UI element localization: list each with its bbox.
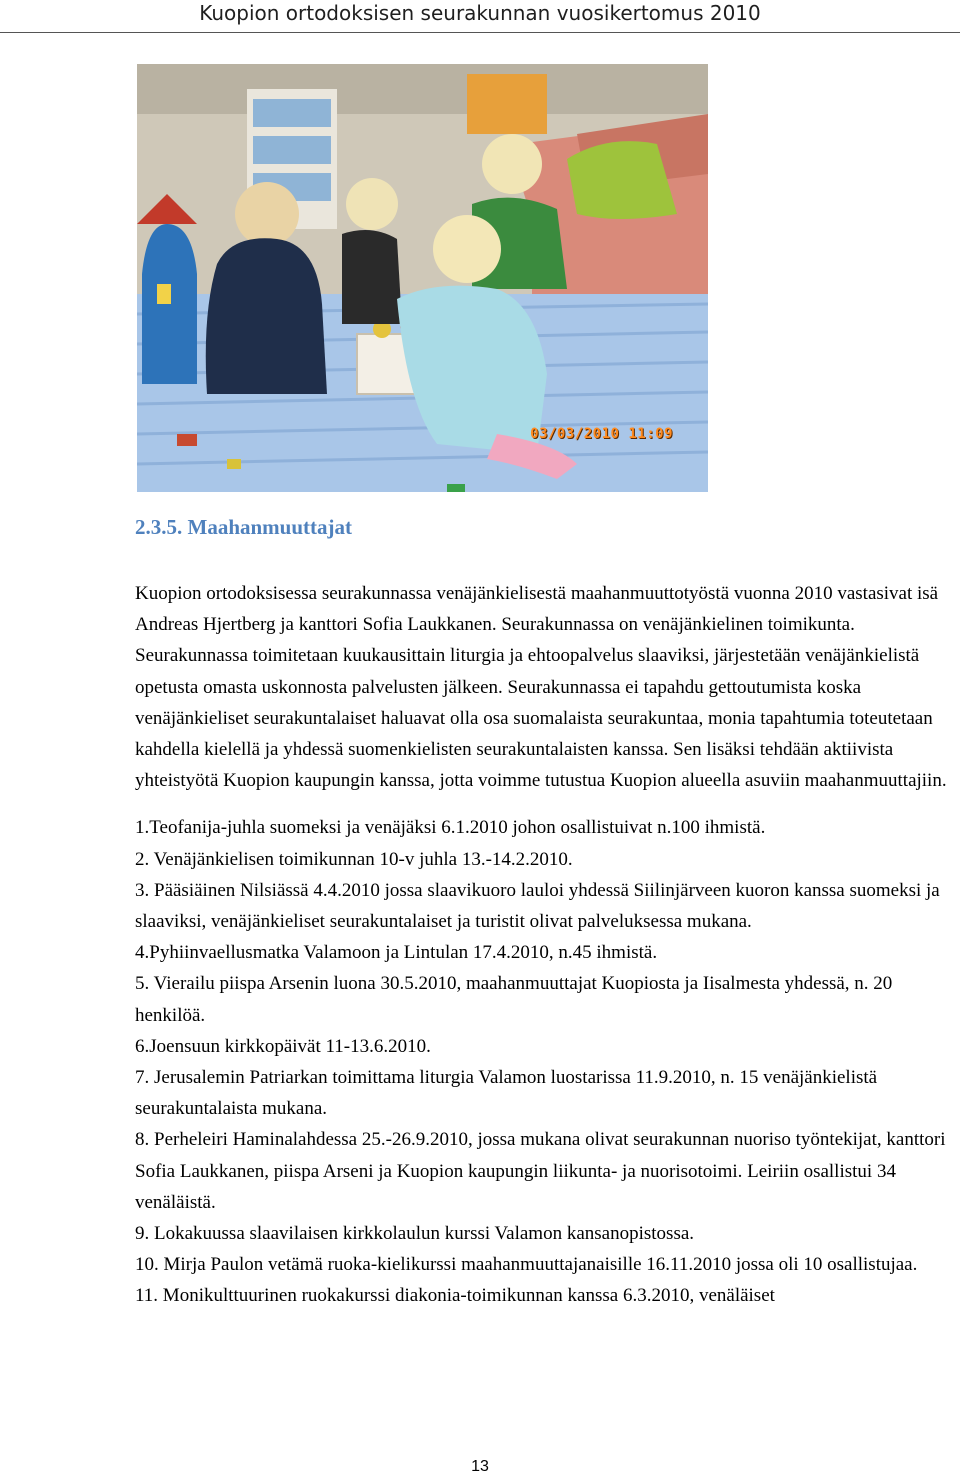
list-item: 1.Teofanija-juhla suomeksi ja venäjäksi 6.1.2010 johon osallistuivat n.100 ihmistä. [135,817,766,839]
list-item: 6.Joensuun kirkkopäivät 11-13.6.2010. [135,1035,431,1057]
list-item: 4.Pyhiinvaellusmatka Valamoon ja Lintulan 17.4.2010, n.45 ihmistä. [135,942,658,964]
list-item: 3. Pääsiäinen Nilsiässä 4.4.2010 jossa slaavikuoro lauloi yhdessä Siilinjärveen kuoron kanssa suomeksi ja slaaviksi, venäjänkieliset seurakuntalaiset ja turistit olivat palveluksessa mukana. [135,879,940,933]
list-item: 11. Monikulttuurinen ruokakurssi diakonia-toimikunnan kanssa 6.3.2010, venäläiset [135,1285,775,1307]
list-item: 7. Jerusalemin Patriarkan toimittama liturgia Valamon luostarissa 11.9.2010, n. 15 venäjänkielistä seurakuntalaista mukana. [135,1067,878,1120]
intro-paragraph: Kuopion ortodoksisessa seurakunnassa venäjänkielisestä maahanmuuttotyöstä vuonna 2010 vastasivat isä Andreas Hjertberg ja kanttori Sofia Laukkanen. Seurakunnassa on venäjänkielinen toimikunta. Seurakunnassa toimitetaan kuukausittain liturgia ja ehtoopalvelus slaaviksi, järjestetään venäjänkielistä opetusta omasta uskonnosta palvelusten jälkeen. Seurakunnassa ei tapahdu gettoutumista koska venäjänkieliset seurakuntalaiset haluavat olla osa suomalaista seurakuntaa, monia tapahtumia toteutetaan kahdella kielellä ja yhdessä suomenkielisten seurakuntalaisten kanssa. Sen lisäksi tehdään aktiivista yhteistyötä Kuopion kaupungin kanssa, jotta voimme tutustua Kuopion alueella asuviin maahanmuuttajiin. [135,583,947,792]
page-header [0,0,960,33]
list-item: 10. Mirja Paulon vetämä ruoka-kielikurssi maahanmuuttajanaisille 16.11.2010 jossa oli 10 osallistujaa. [135,1254,918,1276]
list-item: 5. Vierailu piispa Arsenin luona 30.5.2010, maahanmuuttajat Kuopiosta ja Iisalmesta yhdessä, n. 20 henkilöä. [135,973,893,1026]
list-item: 2. Venäjänkielisen toimikunnan 10-v juhla 13.-14.2.2010. [135,848,573,870]
list-item: 9. Lokakuussa slaavilaisen kirkkolaulun kurssi Valamon kansanopistossa. [135,1223,695,1245]
photo-timestamp: 03/03/2010 11:09 [530,426,673,442]
event-list [135,812,955,1311]
document-title: Kuopion ortodoksisen seurakunnan vuosikertomus 2010 [199,1,761,25]
section-heading: 2.3.5. Maahanmuuttajat [135,515,353,539]
page-number: 13 [471,1458,489,1475]
children-playing-photo [137,64,708,492]
list-item: 8. Perheleiri Haminalahdessa 25.-26.9.2010, jossa mukana olivat seurakunnan nuoriso työntekijat, kanttori Sofia Laukkanen, piispa Arseni ja Kuopion kaupungin liikunta- ja nuorisotoimi. Leiriin osallistui 34 venäläistä. [135,1129,946,1213]
body-text [135,578,955,1312]
